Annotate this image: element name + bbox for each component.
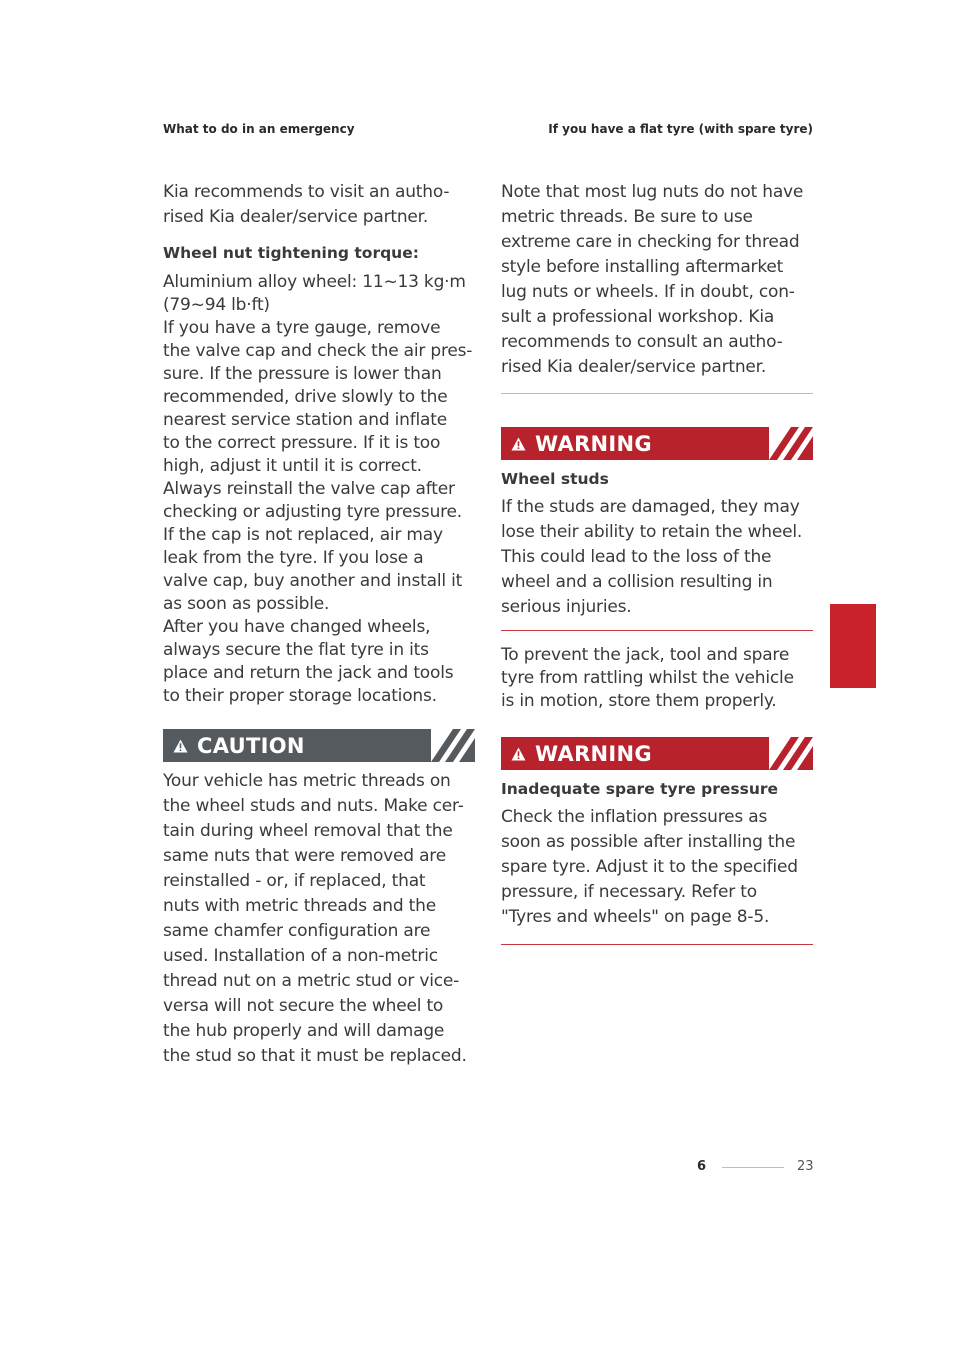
running-header-section: What to do in an emergency <box>163 122 355 136</box>
chapter-side-number: 6 <box>847 668 859 688</box>
warning-end-rule <box>501 630 813 631</box>
warning-triangle-icon <box>511 747 526 761</box>
warning-title: WARNING <box>535 741 652 766</box>
footer-divider <box>722 1167 784 1168</box>
footer-chapter-number: 6 <box>697 1159 707 1174</box>
torque-heading: Wheel nut tightening torque: <box>163 244 419 262</box>
caution-end-rule <box>501 393 813 394</box>
warning-end-rule <box>501 944 813 945</box>
warning-triangle-icon <box>511 437 526 451</box>
warning-heading-spare-tyre: Inadequate spare tyre pressure <box>501 780 779 798</box>
running-header-topic: If you have a flat tyre (with spare tyre) <box>548 122 813 136</box>
slash-stripes-decoration <box>431 729 475 762</box>
caution-banner <box>163 729 475 762</box>
caution-continuation: Note that most lug nuts do not have metric threads. Be sure to use extreme care in checking for thread style before installing aftermarket lug nuts or wheels. If in doubt, con- sult a professional workshop. Kia recommends to consult an autho- rised Kia dealer/service partner. <box>501 182 804 377</box>
footer-page-number: 23 <box>797 1159 814 1174</box>
warning-text-spare-tyre: Check the inflation pressures as soon as possible after installing the spare tyre. Adjust it to the specified pressure, if necessary. Refer to "Tyres and wheels" on page 8-5. <box>501 807 798 927</box>
warning-title: WARNING <box>535 431 652 456</box>
tyre-pressure-paragraph: If you have a tyre gauge, remove the valve cap and check the air pres- sure. If the pressure is lower than recommended, drive slowly to the nearest service station and inflate to the correct pressure. If it is too high, adjust it until it is correct. Always reinstall the valve cap after checking or adjusting tyre pressure. If the cap is not replaced, air may leak from the tyre. If you lose a valve cap, buy another and install it as soon as possible. After you have changed wheels, always secure the flat tyre in its place and return the jack and tools to their proper storage locations. <box>163 318 473 706</box>
left-column <box>163 180 475 1069</box>
warning-text-wheel-studs: If the studs are damaged, they may lose their ability to retain the wheel. This could lead to the loss of the wheel and a collision resulting in serious injuries. <box>501 497 803 617</box>
storage-paragraph: To prevent the jack, tool and spare tyre from rattling whilst the vehicle is in motion, store them properly. <box>501 645 794 711</box>
intro-paragraph: Kia recommends to visit an autho- rised Kia dealer/service partner. <box>163 182 450 227</box>
slash-stripes-decoration <box>769 427 813 460</box>
torque-values: Aluminium alloy wheel: 11~13 kg·m (79~94 lb·ft) <box>163 272 466 315</box>
caution-title: CAUTION <box>197 733 305 758</box>
slash-stripes-decoration <box>769 737 813 770</box>
warning-banner-spare-tyre <box>501 737 813 770</box>
caution-text: Your vehicle has metric threads on the wheel studs and nuts. Make cer- tain during wheel removal that the same nuts that were removed are reinstalled - or, if replaced, that nuts with metric threads and the same chamfer configuration are used. Installation of a non-metric thread nut on a metric stud or vice- versa will not secure the wheel to the hub properly and will damage the stud so that it must be replaced. <box>163 771 467 1066</box>
warning-triangle-icon <box>173 739 188 753</box>
right-column <box>501 180 813 945</box>
warning-banner-wheel-studs <box>501 427 813 460</box>
warning-heading-wheel-studs: Wheel studs <box>501 470 609 488</box>
